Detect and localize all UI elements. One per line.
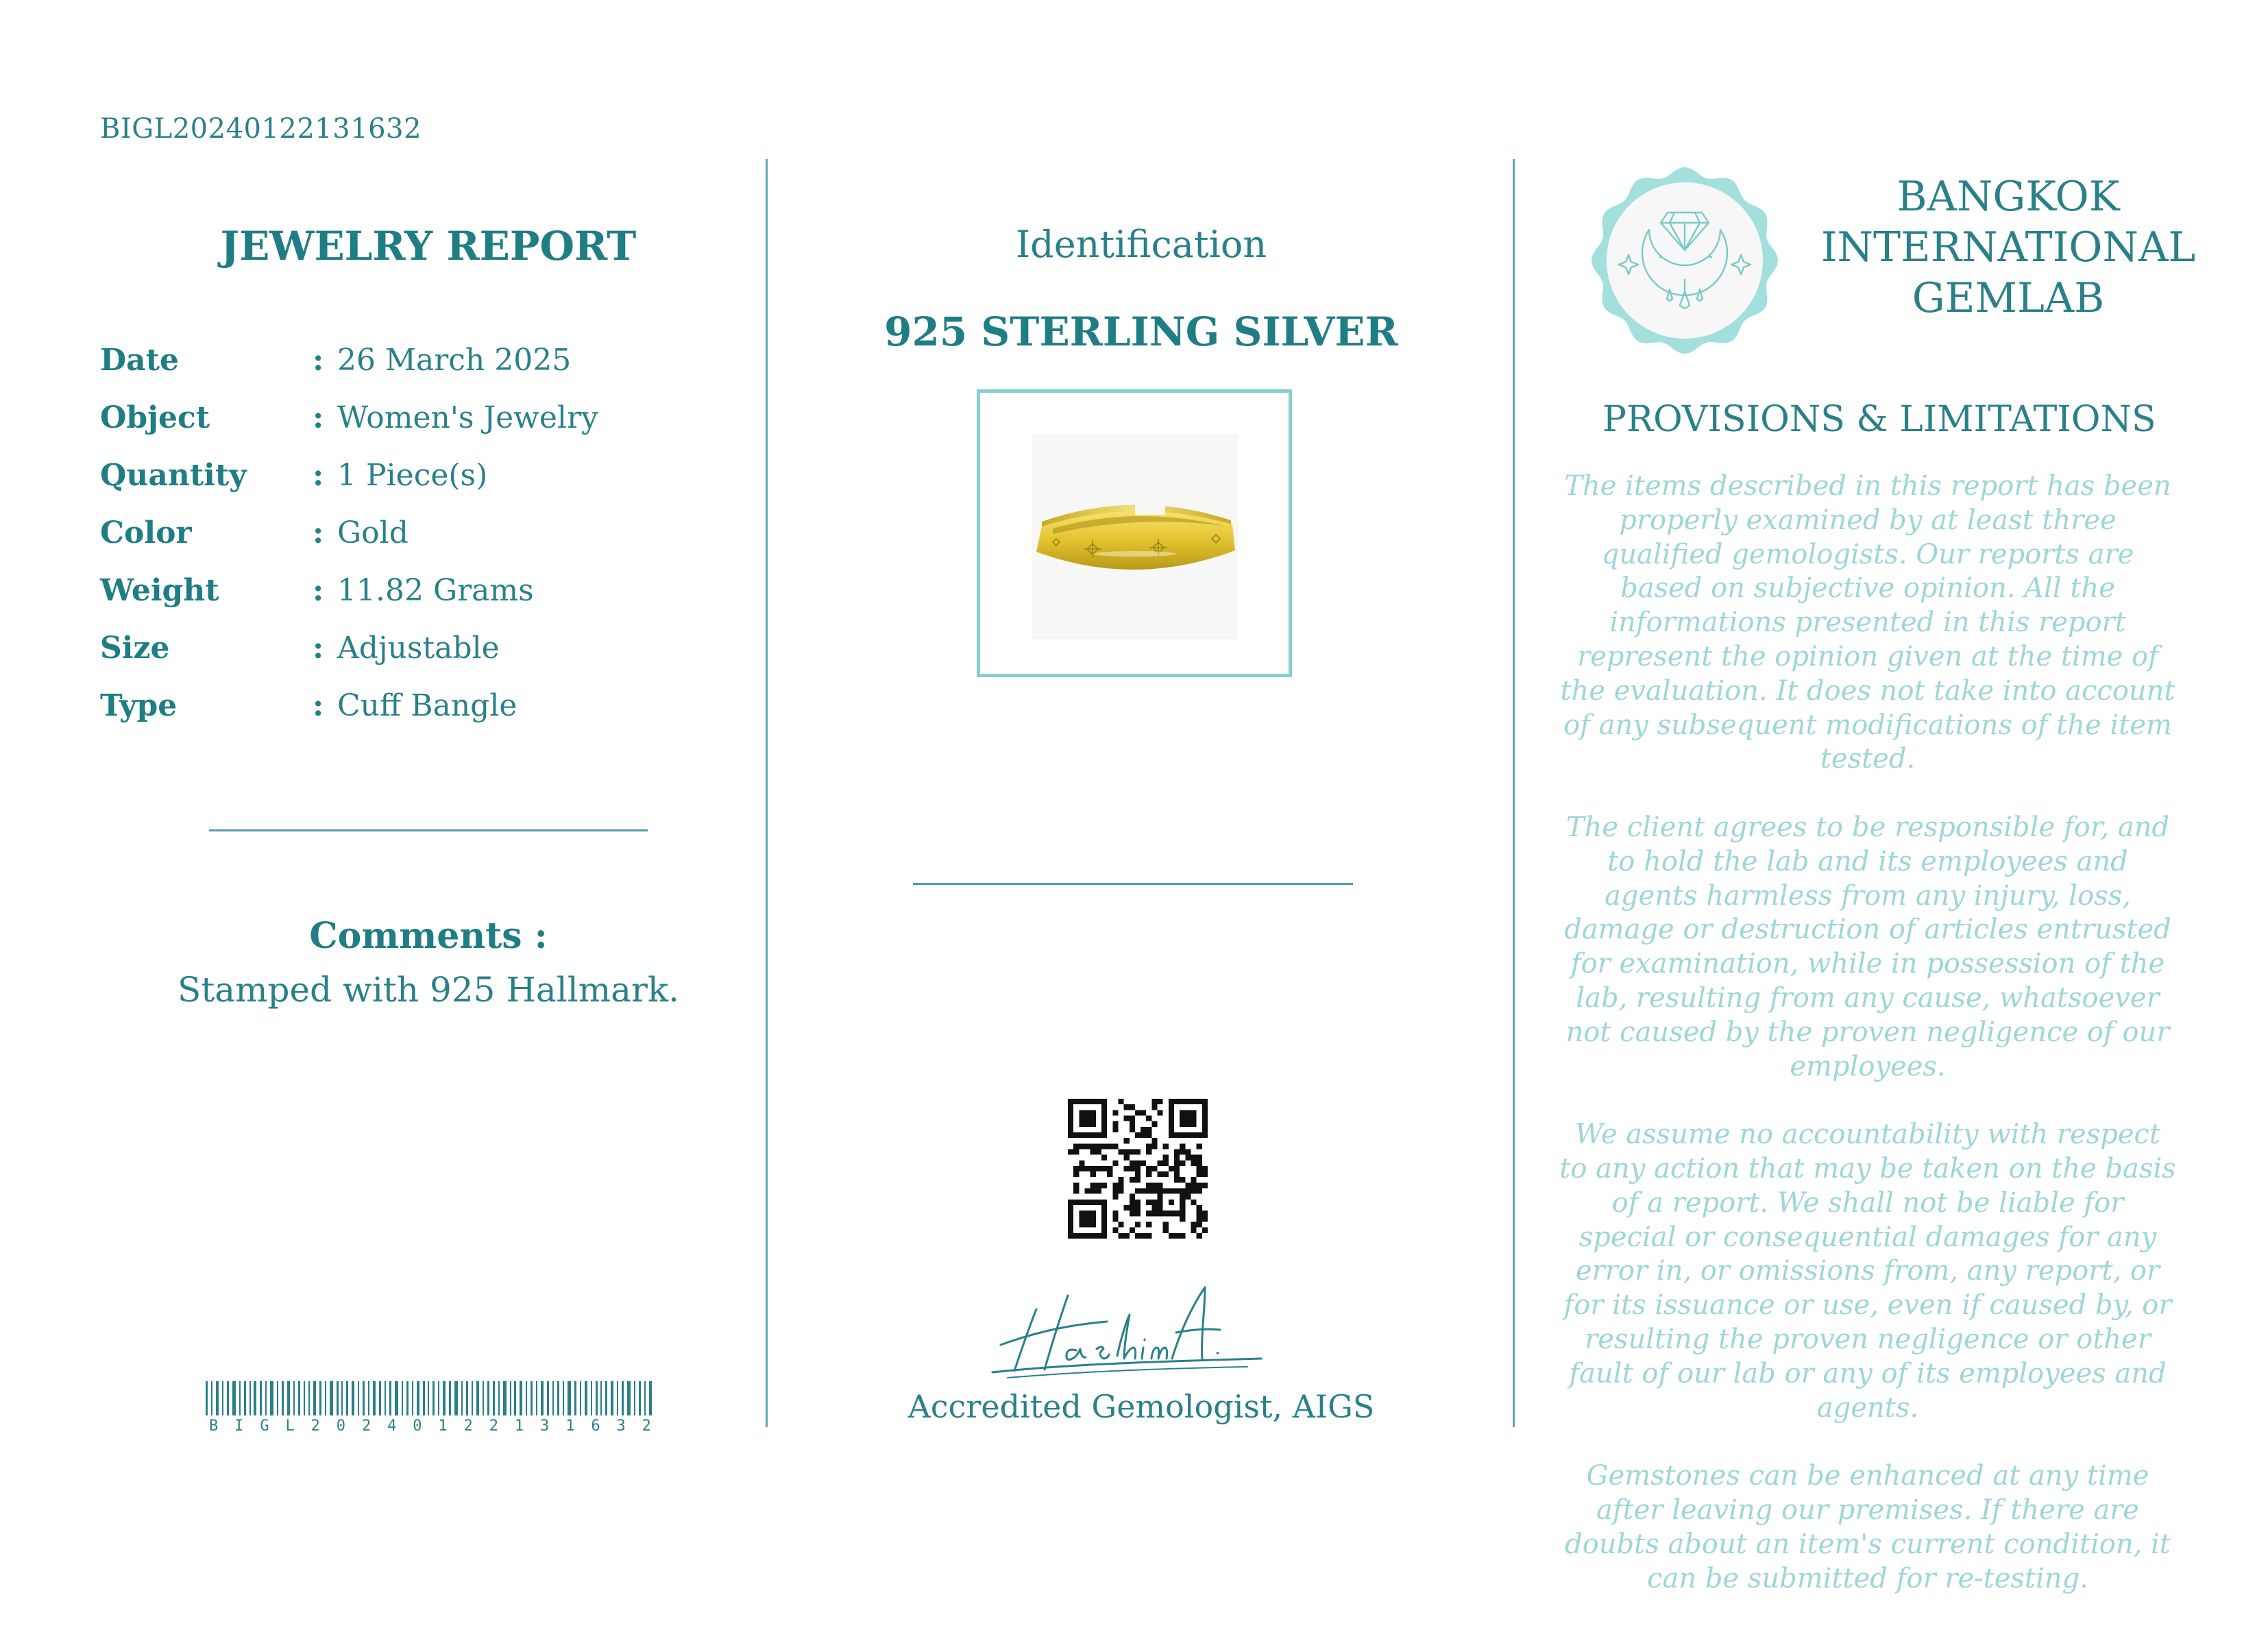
field-colon: : [313, 400, 324, 435]
field-row-object [100, 400, 751, 458]
barcode-bar [428, 1381, 429, 1415]
barcode-digit: L [285, 1418, 295, 1435]
barcode-bar [352, 1381, 354, 1415]
barcode-bar [227, 1381, 229, 1415]
barcode-bar [639, 1381, 641, 1415]
barcode-bar [510, 1381, 511, 1415]
barcode-bar [611, 1381, 613, 1415]
identification-heading: Identification [1015, 223, 1267, 266]
barcode-bar [389, 1381, 391, 1415]
barcode-bar [461, 1381, 463, 1415]
field-colon: : [313, 515, 324, 550]
field-row-quantity [100, 458, 751, 515]
barcode-bar [591, 1381, 592, 1415]
barcode-bar [514, 1381, 516, 1415]
field-label: Size [100, 631, 170, 666]
barcode-digit: 2 [489, 1418, 498, 1435]
barcode-bar [337, 1381, 339, 1415]
item-photo [1032, 434, 1238, 640]
field-colon: : [313, 631, 324, 666]
field-colon: : [313, 688, 324, 723]
barcode-bar [432, 1381, 435, 1415]
barcode-digit: 3 [540, 1418, 550, 1435]
provisions-paragraph: The client agrees to be responsible for, and to hold the lab and its employees and agents harmless from any injury, loss, damage or destruction of articles entrusted for examination, while in possession of the lab, resulting from any cause, whatsoever not caused by the proven negligence of our employees. [1564, 811, 2171, 1082]
field-value-quantity: 1 Piece(s) [337, 458, 488, 493]
gemologist-title: Accredited Gemologist, AIGS [907, 1388, 1375, 1425]
barcode-digit: B [209, 1418, 219, 1435]
field-label: Type [100, 688, 178, 723]
barcode-bar [244, 1381, 246, 1415]
field-value-date: 26 March 2025 [337, 343, 572, 378]
provisions-title: PROVISIONS & LIMITATIONS [1602, 399, 2156, 440]
material-name: 925 STERLING SILVER [884, 308, 1398, 355]
field-value-object: Women's Jewelry [337, 400, 598, 435]
barcode-digit: 2 [463, 1418, 473, 1435]
field-row-date [100, 343, 751, 400]
barcode [206, 1381, 653, 1415]
barcode-bar [557, 1381, 559, 1415]
barcode-bar [563, 1381, 564, 1415]
field-row-color [100, 515, 751, 573]
barcode-bar [454, 1381, 458, 1415]
barcode-digit: 4 [387, 1418, 397, 1435]
report-id: BIGL20240122131632 [100, 113, 422, 145]
lab-name-line: GEMLAB [1912, 274, 2105, 322]
barcode-bar [277, 1381, 278, 1415]
barcode-bar [443, 1381, 446, 1415]
barcode-digit: 2 [642, 1418, 651, 1435]
barcode-bar [211, 1381, 212, 1415]
barcode-digit: 6 [591, 1418, 600, 1435]
lab-name-line: BANGKOK [1897, 173, 2120, 221]
comments-text: Stamped with 925 Hallmark. [177, 970, 680, 1010]
barcode-bar [600, 1381, 602, 1415]
barcode-bar [472, 1381, 473, 1415]
field-label: Date [100, 343, 179, 378]
barcode-bar [346, 1381, 348, 1415]
barcode-bar [373, 1381, 376, 1415]
barcode-bar [596, 1381, 598, 1415]
barcode-bar [368, 1381, 369, 1415]
qr-code-icon [1068, 1099, 1208, 1239]
barcode-bar [627, 1381, 631, 1415]
barcode-bar [385, 1381, 386, 1415]
barcode-bar [649, 1381, 652, 1415]
barcode-bar [330, 1381, 333, 1415]
barcode-bar [580, 1381, 581, 1415]
field-row-weight [100, 573, 751, 631]
barcode-bar [304, 1381, 305, 1415]
barcode-bar [483, 1381, 484, 1415]
barcode-bar [298, 1381, 300, 1415]
barcode-bar [239, 1381, 241, 1415]
barcode-bar [503, 1381, 507, 1415]
field-row-type [100, 688, 751, 746]
barcode-digit: 1 [438, 1418, 448, 1435]
barcode-bar [498, 1381, 500, 1415]
barcode-digit: 0 [413, 1418, 422, 1435]
item-photo-frame [977, 389, 1292, 677]
barcode-bar [341, 1381, 343, 1415]
field-value-color: Gold [337, 515, 409, 550]
barcode-bar [254, 1381, 256, 1415]
barcode-bar [644, 1381, 646, 1415]
barcode-bar [319, 1381, 321, 1415]
divider-rule [913, 883, 1353, 885]
barcode-bar [536, 1381, 537, 1415]
barcode-bar [634, 1381, 635, 1415]
barcode-bar [308, 1381, 310, 1415]
barcode-bar [282, 1381, 284, 1415]
field-colon: : [313, 343, 324, 378]
gold-cuff-bangle-icon [1032, 434, 1238, 640]
barcode-bar [379, 1381, 381, 1415]
barcode-bar [216, 1381, 219, 1415]
barcode-bar [541, 1381, 544, 1415]
barcode-bar [417, 1381, 419, 1415]
barcode-bar [568, 1381, 571, 1415]
lab-name-line: INTERNATIONAL [1820, 223, 2196, 271]
barcode-bar [617, 1381, 618, 1415]
barcode-bar [531, 1381, 533, 1415]
barcode-digit: 2 [310, 1418, 320, 1435]
field-label: Weight [100, 573, 219, 608]
barcode-bar [520, 1381, 522, 1415]
field-label: Color [100, 515, 192, 550]
signature-icon [987, 1282, 1289, 1385]
barcode-bar [449, 1381, 451, 1415]
lab-seal-icon [1589, 165, 1781, 356]
provisions-body [1559, 470, 2176, 1630]
report-title: JEWELRY REPORT [220, 223, 637, 269]
barcode-digit: I [234, 1418, 244, 1435]
barcode-bar [406, 1381, 409, 1415]
barcode-digit: 0 [336, 1418, 346, 1435]
barcode-bar [466, 1381, 468, 1415]
barcode-bar [395, 1381, 398, 1415]
barcode-bar [325, 1381, 326, 1415]
barcode-bar [438, 1381, 439, 1415]
divider-rule [209, 829, 648, 831]
barcode-bar [287, 1381, 290, 1415]
barcode-bar [222, 1381, 223, 1415]
barcode-digit: 2 [361, 1418, 371, 1435]
barcode-bar [293, 1381, 295, 1415]
barcode-bar [363, 1381, 365, 1415]
barcode-digit: 1 [514, 1418, 524, 1435]
barcode-bar [313, 1381, 316, 1415]
barcode-bar [605, 1381, 607, 1415]
field-row-size [100, 631, 751, 688]
barcode-bar [358, 1381, 359, 1415]
barcode-digit: G [260, 1418, 269, 1435]
field-value-size: Adjustable [337, 631, 500, 666]
barcode-bar [402, 1381, 403, 1415]
field-label: Quantity [100, 458, 247, 493]
field-colon: : [313, 458, 324, 493]
field-value-type: Cuff Bangle [337, 688, 517, 723]
comments-heading: Comments : [309, 915, 548, 957]
barcode-bar [622, 1381, 624, 1415]
barcode-bar [493, 1381, 495, 1415]
barcode-bar [526, 1381, 527, 1415]
barcode-bar [552, 1381, 554, 1415]
field-colon: : [313, 573, 324, 608]
provisions-paragraph: We assume no accountability with respect to any action that may be taken on the basis of a report. We shall not be liable for special or consequential damages for any error in, or omissions from, any report, or for its issuance or use, even if caused by, or resulting the proven negligence or other fault of our lab or any of its employees and agents. [1559, 1119, 2176, 1424]
barcode-digit: 3 [616, 1418, 626, 1435]
barcode-bar [585, 1381, 587, 1415]
barcode-digit: 1 [565, 1418, 575, 1435]
barcode-bar [206, 1381, 208, 1415]
provisions-paragraph: Gemstones can be enhanced at any time after leaving our premises. If there are doubts about an item's current condition, it can be submitted for re-testing. [1565, 1460, 2171, 1594]
barcode-bar [412, 1381, 413, 1415]
barcode-bar [547, 1381, 549, 1415]
lab-name [1809, 171, 2207, 324]
barcode-bar [476, 1381, 479, 1415]
barcode-bar [423, 1381, 425, 1415]
barcode-bar [265, 1381, 267, 1415]
barcode-bar [249, 1381, 251, 1415]
barcode-bar [487, 1381, 489, 1415]
field-value-weight: 11.82 Grams [337, 573, 534, 608]
barcode-bar [270, 1381, 273, 1415]
barcode-bar [232, 1381, 236, 1415]
barcode-bar [574, 1381, 576, 1415]
barcode-bar [260, 1381, 262, 1415]
field-label: Object [100, 400, 210, 435]
barcode-number [209, 1418, 651, 1435]
provisions-paragraph: The items described in this report has been properly examined by at least three qualified gemologists. Our reports are based on subjective opinion. All the informations presented in this report represent the opinion given at the time of the evaluation. It does not take into account of any subsequent modifications of the item tested. [1560, 470, 2175, 775]
